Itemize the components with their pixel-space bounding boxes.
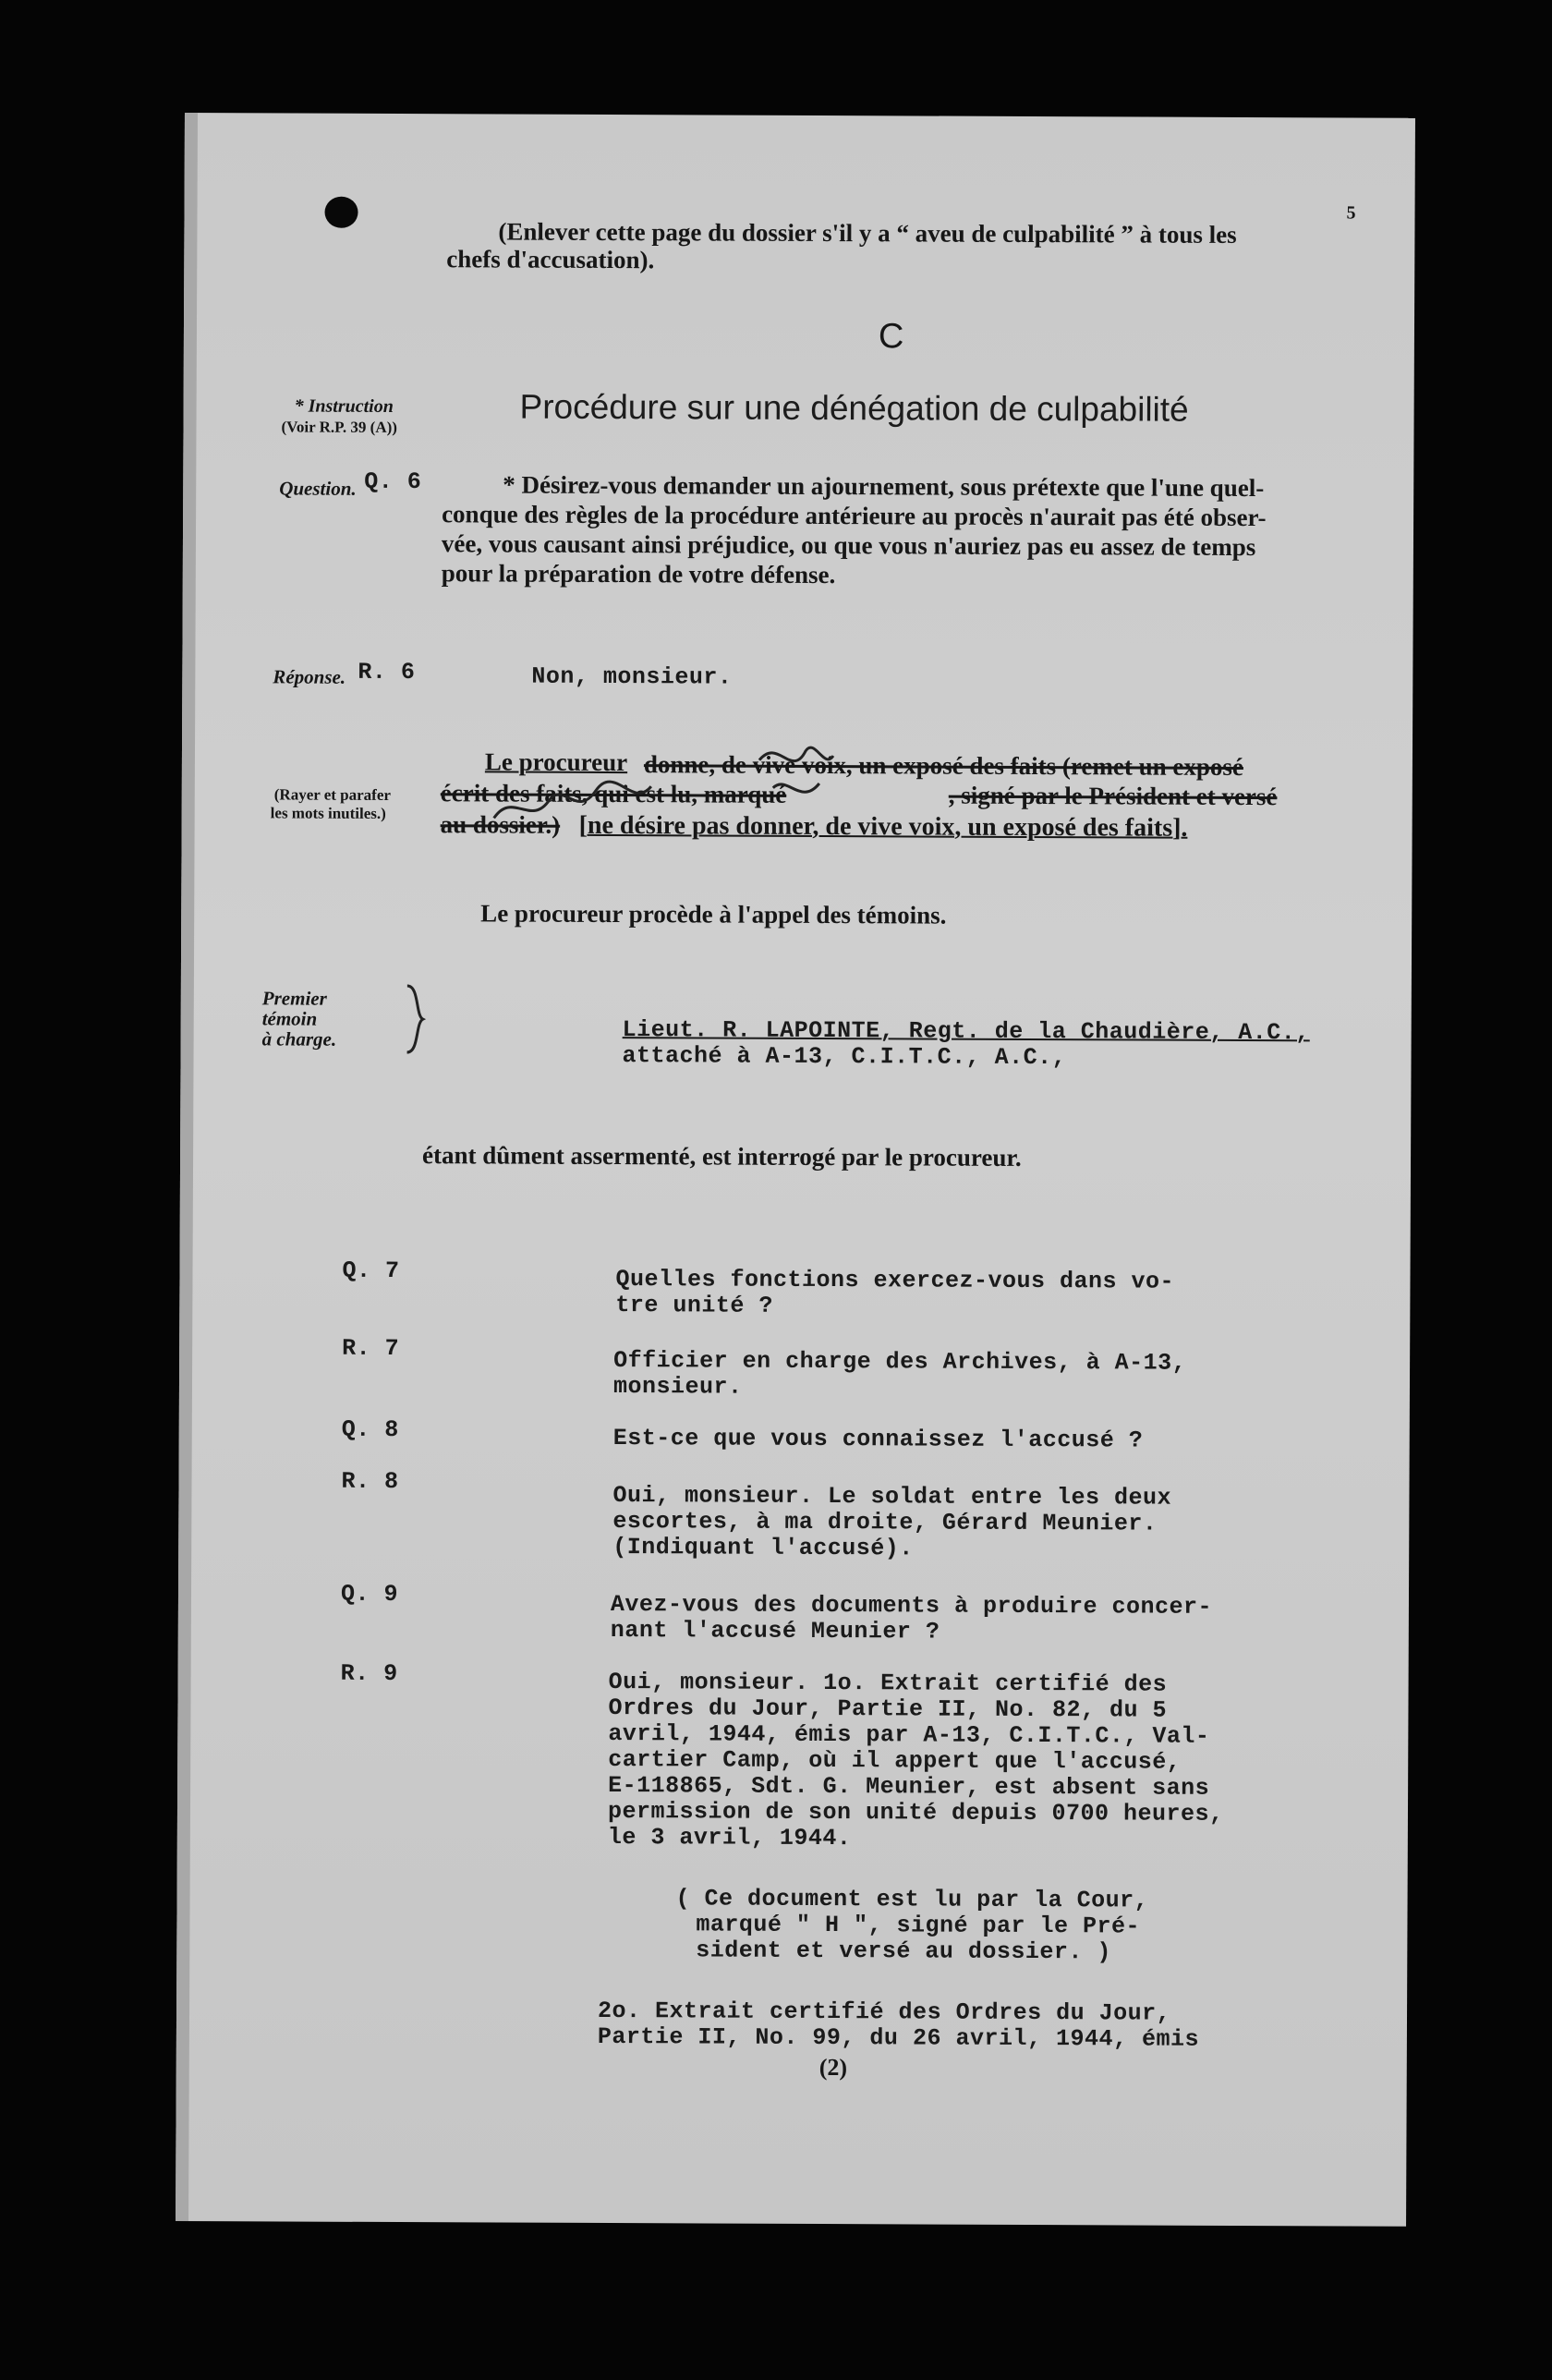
r7-line2: monsieur. <box>612 1373 743 1401</box>
margin-reponse-label: Réponse. <box>273 665 346 688</box>
r9-number: R. 9 <box>340 1659 398 1688</box>
page-title: Procédure sur une dénégation de culpabilité <box>519 387 1189 429</box>
margin-a-charge: à charge. <box>261 1027 337 1050</box>
court-note-line1: ( Ce document est lu par la Cour, <box>675 1885 1149 1914</box>
q8-line1: Est-ce que vous connaissez l'accusé ? <box>612 1425 1144 1454</box>
appel-temoins: Le procureur procède à l'appel des témoins. <box>480 899 947 929</box>
r8-line2: escortes, à ma droite, Gérard Meunier. <box>612 1508 1158 1537</box>
r9-line1: Oui, monsieur. 1o. Extrait certifié des <box>608 1669 1168 1698</box>
procureur-label: Le procureur <box>484 747 628 777</box>
page-number: 5 <box>1346 202 1356 224</box>
brace-icon <box>403 982 430 1056</box>
struck-text-line3: au dossier.) <box>440 810 561 839</box>
r9-line3: avril, 1944, émis par A-13, C.I.T.C., Val- <box>608 1720 1210 1750</box>
q7-line2: tre unité ? <box>615 1292 773 1319</box>
q7-line1: Quelles fonctions exercez-vous dans vo- <box>615 1266 1175 1295</box>
q7-number: Q. 7 <box>342 1257 400 1285</box>
margin-rayer-line2: les mots inutiles.) <box>270 804 386 822</box>
kept-clause: [ne désire pas donner, de vive voix, un exposé des faits]. <box>578 810 1188 843</box>
r9-line2: Ordres du Jour, Partie II, No. 82, du 5 <box>608 1694 1168 1724</box>
r9-line6: permission de son unité depuis 0700 heures, <box>607 1798 1224 1828</box>
margin-instruction-ref: (Voir R.P. 39 (A)) <box>281 418 398 437</box>
q6-line2: conque des règles de la procédure antérieure au procès n'aurait pas été obser- <box>442 500 1267 532</box>
struck-text-line1: donne, de vive voix, un exposé des faits (remet un exposé <box>643 750 1244 782</box>
court-note-line2: marqué " H ", signé par le Pré- <box>696 1911 1141 1940</box>
second-extract-line1: 2o. Extrait certifié des Ordres du Jour, <box>597 1997 1171 2027</box>
r6-answer: Non, monsieur. <box>531 662 733 691</box>
margin-premier: Premier <box>261 987 327 1010</box>
court-note-line3: sident et versé au dossier. ) <box>696 1937 1111 1966</box>
section-letter: C <box>878 317 904 357</box>
witness-line1: Lieut. R. LAPOINTE, Regt. de la Chaudière, A.C., <box>622 1016 1310 1047</box>
q6-line3: vée, vous causant ainsi préjudice, ou que vous n'auriez pas eu assez de temps <box>441 529 1256 562</box>
r7-number: R. 7 <box>342 1334 400 1363</box>
second-extract-line2: Partie II, No. 99, du 26 avril, 1944, émis <box>597 2022 1200 2053</box>
r6-number: R. 6 <box>358 658 416 686</box>
page-edge <box>176 113 198 2221</box>
removal-instruction-line2: chefs d'accusation). <box>446 245 655 274</box>
q9-number: Q. 9 <box>340 1580 399 1609</box>
document-page <box>176 113 1415 2227</box>
sworn-statement: étant dûment assermenté, est interrogé par le procureur. <box>422 1141 1022 1172</box>
r7-line1: Officier en charge des Archives, à A-13, <box>613 1347 1187 1377</box>
margin-temoin: témoin <box>261 1007 318 1030</box>
footer-page-number: (2) <box>818 2054 848 2082</box>
r9-line5: E-118865, Sdt. G. Meunier, est absent sans <box>608 1772 1210 1802</box>
q9-line2: nant l'accusé Meunier ? <box>610 1617 940 1645</box>
struck-text-line2a: écrit des faits, qui est lu, marqué <box>440 779 787 808</box>
witness-line2: attaché à A-13, C.I.T.C., A.C., <box>622 1042 1067 1072</box>
r8-line3: (Indiquant l'accusé). <box>612 1534 914 1562</box>
r9-line7: le 3 avril, 1944. <box>607 1824 852 1852</box>
margin-rayer-line1: (Rayer et parafer <box>273 785 392 804</box>
q6-line4: pour la préparation de votre défense. <box>441 559 836 589</box>
punch-hole <box>324 197 358 228</box>
initials-scribble <box>476 735 661 837</box>
r8-line1: Oui, monsieur. Le soldat entre les deux <box>612 1482 1172 1512</box>
margin-question-label: Question. <box>279 477 357 500</box>
initials-scribble-2 <box>755 733 838 816</box>
q6-line1: * Désirez-vous demander un ajournement, sous prétexte que l'une quel- <box>503 470 1265 503</box>
r8-number: R. 8 <box>341 1467 399 1496</box>
r9-line4: cartier Camp, où il appert que l'accusé, <box>608 1746 1182 1776</box>
removal-instruction-line1: (Enlever cette page du dossier s'il y a “ aveu de culpabilité ” à tous les <box>498 217 1237 249</box>
q6-number: Q. 6 <box>364 468 422 496</box>
margin-instruction: * Instruction <box>294 395 394 417</box>
q8-number: Q. 8 <box>341 1415 399 1444</box>
struck-text-line2b: , signé par le Président et versé <box>948 781 1278 811</box>
q9-line1: Avez-vous des documents à produire concer- <box>610 1591 1213 1621</box>
